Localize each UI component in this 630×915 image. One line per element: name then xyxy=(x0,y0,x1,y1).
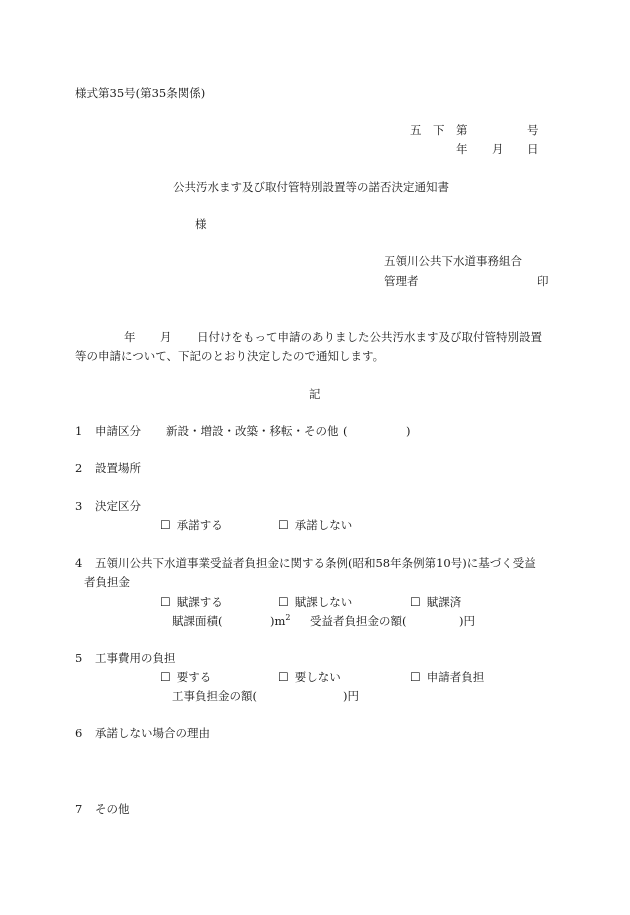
checkbox-icon[interactable]: ☐ xyxy=(278,595,289,609)
date-year: 年 xyxy=(456,142,468,156)
date-day: 日 xyxy=(527,142,539,156)
intro-month: 月 xyxy=(160,330,172,344)
item-4-area-label: 賦課面積( xyxy=(172,614,223,628)
item-5-amount-unit: )円 xyxy=(343,689,359,703)
item-1-label: 申請区分 xyxy=(95,424,141,438)
checkbox-icon[interactable]: ☐ xyxy=(278,670,289,684)
checkbox-icon[interactable]: ☐ xyxy=(278,518,289,532)
item-1-paren-close: ) xyxy=(406,424,411,438)
checkbox-icon[interactable]: ☐ xyxy=(410,595,421,609)
item-5-label: 工事費用の負担 xyxy=(95,651,176,665)
item-5-opt2-label: 要しない xyxy=(294,670,341,684)
item-3-num: 3 xyxy=(75,499,83,513)
item-6-num: 6 xyxy=(75,726,83,740)
addressee-suffix: 様 xyxy=(195,217,207,231)
item-7-label: その他 xyxy=(95,802,130,816)
item-4-option-1[interactable] xyxy=(160,595,223,609)
item-4-area-unit-sup: 2 xyxy=(285,613,291,623)
page-title: 公共汚水ます及び取付管特別設置等の諾否決定通知書 xyxy=(173,180,449,194)
form-label: 様式第35号(第35条関係) xyxy=(75,86,206,100)
item-5-num: 5 xyxy=(75,651,83,665)
intro-line1: 日付けをもって申請のありました公共汚水ます及び取付管特別設置 xyxy=(197,330,542,344)
item-3-option-1[interactable] xyxy=(160,518,223,532)
item-3-opt1-label: 承諾する xyxy=(176,518,223,532)
item-5-option-1[interactable] xyxy=(160,670,211,684)
item-5-opt3-label: 申請者負担 xyxy=(426,670,485,684)
item-4-option-2[interactable] xyxy=(278,595,352,609)
item-4-option-3[interactable] xyxy=(410,595,461,609)
issuer-role: 管理者 xyxy=(384,274,419,288)
date-month: 月 xyxy=(492,142,504,156)
doc-number-suffix: 号 xyxy=(527,123,539,137)
checkbox-icon[interactable]: ☐ xyxy=(160,670,171,684)
item-3-opt2-label: 承諾しない xyxy=(294,518,353,532)
checkbox-icon[interactable]: ☐ xyxy=(160,595,171,609)
doc-number-prefix: 五 下 第 xyxy=(410,123,468,137)
item-1-options: 新設・増設・改築・移転・その他 xyxy=(166,424,339,438)
intro-line2: 等の申請について、下記のとおり決定したので通知します。 xyxy=(75,349,385,363)
item-4-area-unit-text: )m xyxy=(270,614,286,628)
item-4-opt2-label: 賦課しない xyxy=(294,595,353,609)
item-5-option-2[interactable] xyxy=(278,670,341,684)
item-2-num: 2 xyxy=(75,461,83,475)
item-4-amount-label: 受益者負担金の額( xyxy=(310,614,407,628)
item-1-num: 1 xyxy=(75,424,83,438)
item-1-paren-open: ( xyxy=(343,424,348,438)
item-5-opt1-label: 要する xyxy=(176,670,212,684)
item-4-num: 4 xyxy=(75,556,83,570)
item-4-area-unit xyxy=(270,614,291,628)
item-5-option-3[interactable] xyxy=(410,670,484,684)
issuer-seal: 印 xyxy=(537,274,549,288)
item-4-amount-unit: )円 xyxy=(459,614,475,628)
item-4-label-line2: 者負担金 xyxy=(84,575,130,589)
checkbox-icon[interactable]: ☐ xyxy=(160,518,171,532)
item-6-label: 承諾しない場合の理由 xyxy=(95,726,210,740)
item-7-num: 7 xyxy=(75,802,83,816)
item-4-opt3-label: 賦課済 xyxy=(426,595,462,609)
intro-year: 年 xyxy=(124,330,136,344)
item-4-opt1-label: 賦課する xyxy=(176,595,223,609)
item-2-label: 設置場所 xyxy=(95,461,141,475)
ki-heading: 記 xyxy=(309,387,321,401)
item-3-option-2[interactable] xyxy=(278,518,352,532)
checkbox-icon[interactable]: ☐ xyxy=(410,670,421,684)
item-5-amount-label: 工事負担金の額( xyxy=(172,689,257,703)
item-4-label-line1: 五領川公共下水道事業受益者負担金に関する条例(昭和58年条例第10号)に基づく受益 xyxy=(95,556,536,570)
issuer-org: 五領川公共下水道事務組合 xyxy=(384,254,522,268)
item-3-label: 決定区分 xyxy=(95,499,141,513)
